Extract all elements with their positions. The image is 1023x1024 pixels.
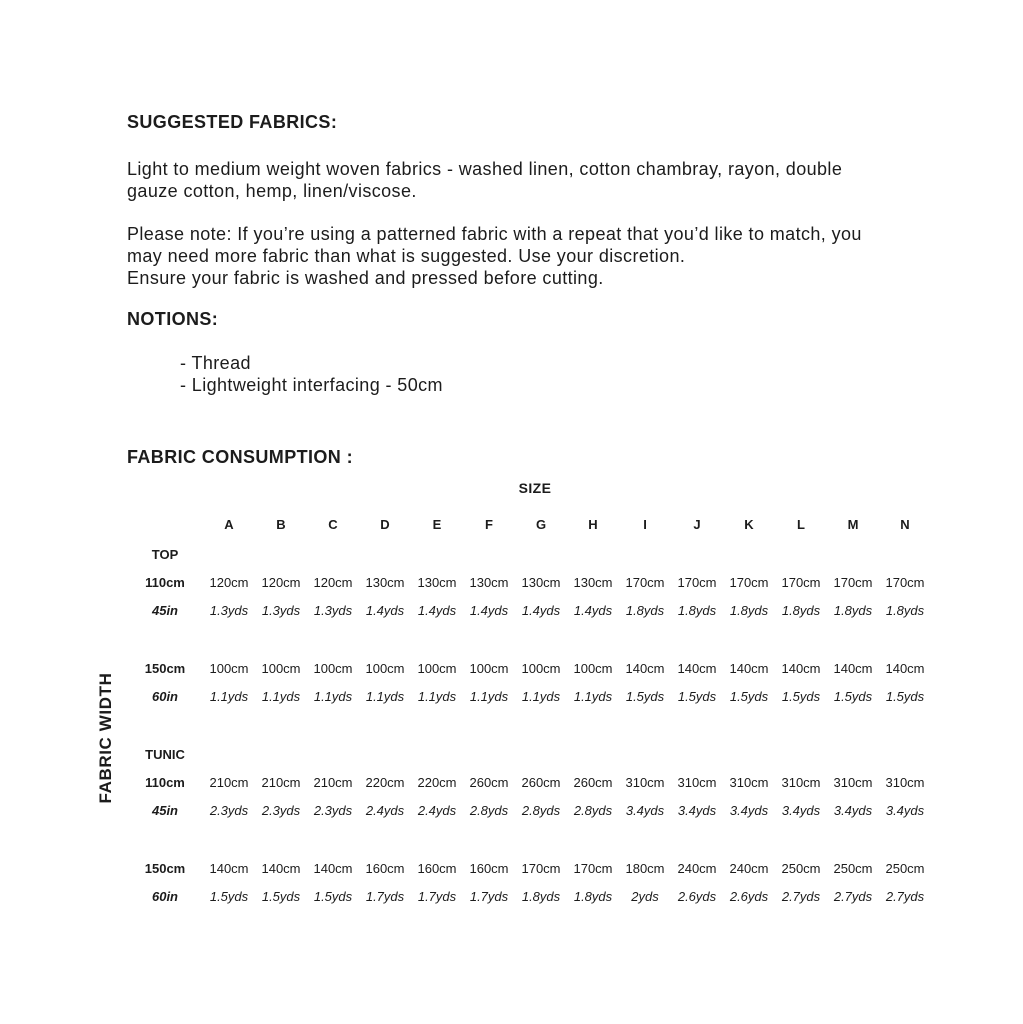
table-cell: 170cm	[677, 575, 717, 590]
row-label: 45in	[151, 603, 178, 618]
row-label: 60in	[151, 889, 178, 904]
table-cell: 220cm	[417, 775, 457, 790]
table-cell: 170cm	[729, 575, 769, 590]
table-cell: 1.3yds	[261, 603, 301, 618]
table-cell: 2yds	[631, 889, 659, 904]
table-cell: 250cm	[781, 861, 821, 876]
notions-list	[180, 352, 443, 396]
table-cell: 100cm	[469, 661, 509, 676]
table-cell: 2.7yds	[833, 889, 873, 904]
table-cell: 3.4yds	[781, 803, 821, 818]
section-label-row-tunic	[127, 746, 931, 764]
table-cell: 1.8yds	[729, 603, 769, 618]
table-cell: 1.5yds	[885, 689, 925, 704]
table-cell: 310cm	[885, 775, 925, 790]
table-cell: 1.7yds	[417, 889, 457, 904]
table-cell: 1.8yds	[885, 603, 925, 618]
table-cell: N	[900, 517, 910, 532]
table-cell: 100cm	[521, 661, 561, 676]
table-cell: 1.8yds	[573, 889, 613, 904]
table-cell: 130cm	[365, 575, 405, 590]
table-cell: 2.7yds	[885, 889, 925, 904]
table-cell: 130cm	[417, 575, 457, 590]
table-cell: 1.1yds	[209, 689, 249, 704]
size-column-group-header: SIZE	[518, 480, 552, 496]
table-cell: 2.6yds	[729, 889, 769, 904]
row-label: 60in	[151, 689, 178, 704]
table-cell: 250cm	[885, 861, 925, 876]
table-cell: 1.1yds	[261, 689, 301, 704]
table-cell: 130cm	[469, 575, 509, 590]
table-cell: 120cm	[209, 575, 249, 590]
table-cell: 310cm	[729, 775, 769, 790]
table-cell: M	[847, 517, 859, 532]
table-cell: 260cm	[469, 775, 509, 790]
suggested-fabrics-text: Light to medium weight woven fabrics - washed linen, cotton chambray, rayon, double gauze cotton, hemp, linen/viscose.	[127, 159, 843, 201]
table-cell: 310cm	[625, 775, 665, 790]
row-label: 110cm	[145, 575, 185, 590]
table-cell: 1.1yds	[573, 689, 613, 704]
table-cell: C	[328, 517, 338, 532]
size-letters-row	[127, 516, 931, 534]
table-cell: 1.1yds	[417, 689, 457, 704]
table-cell: 250cm	[833, 861, 873, 876]
table-cell: 1.5yds	[261, 889, 301, 904]
table-cell: 1.4yds	[521, 603, 561, 618]
table-cell: 2.3yds	[313, 803, 353, 818]
row-label: TOP	[151, 547, 179, 562]
table-cell: 310cm	[781, 775, 821, 790]
table-cell: 2.8yds	[573, 803, 613, 818]
table-cell: 220cm	[365, 775, 405, 790]
table-cell: 1.5yds	[729, 689, 769, 704]
table-cell: F	[485, 517, 493, 532]
table-cell: 1.5yds	[625, 689, 665, 704]
table-cell: 2.8yds	[521, 803, 561, 818]
table-cell: 170cm	[573, 861, 613, 876]
table-cell: 140cm	[781, 661, 821, 676]
table-cell: 210cm	[209, 775, 249, 790]
table-cell: 170cm	[885, 575, 925, 590]
table-cell: 310cm	[833, 775, 873, 790]
data-row-top-110cm	[127, 574, 931, 592]
row-label: 150cm	[144, 861, 186, 876]
row-label: 45in	[151, 803, 178, 818]
table-cell: J	[693, 517, 701, 532]
table-cell: 240cm	[677, 861, 717, 876]
table-cell: E	[432, 517, 442, 532]
table-cell: 210cm	[313, 775, 353, 790]
table-cell: 210cm	[261, 775, 301, 790]
table-cell: 140cm	[833, 661, 873, 676]
data-row-top-150cm	[127, 660, 931, 678]
table-cell: A	[224, 517, 234, 532]
table-cell: 100cm	[573, 661, 613, 676]
table-cell: 2.6yds	[677, 889, 717, 904]
table-cell: 1.4yds	[573, 603, 613, 618]
row-label: TUNIC	[145, 747, 185, 762]
table-cell: 1.3yds	[313, 603, 353, 618]
table-cell: 2.4yds	[417, 803, 457, 818]
table-cell: 140cm	[209, 861, 249, 876]
data-row-tunic-45in	[127, 802, 931, 820]
table-cell: 3.4yds	[729, 803, 769, 818]
notions-heading: NOTIONS:	[127, 309, 219, 329]
table-cell: 1.5yds	[209, 889, 249, 904]
table-cell: 1.7yds	[365, 889, 405, 904]
table-cell: G	[535, 517, 547, 532]
table-cell: 140cm	[677, 661, 717, 676]
table-cell: 1.4yds	[417, 603, 457, 618]
table-cell: 120cm	[261, 575, 301, 590]
data-row-tunic-60in	[127, 888, 931, 906]
table-cell: 140cm	[313, 861, 353, 876]
table-cell: 1.7yds	[469, 889, 509, 904]
table-cell: 100cm	[209, 661, 249, 676]
table-cell: 170cm	[625, 575, 665, 590]
table-cell: 1.5yds	[313, 889, 353, 904]
data-row-tunic-150cm	[127, 860, 931, 878]
table-cell: K	[744, 517, 754, 532]
table-cell: 1.5yds	[833, 689, 873, 704]
table-cell: 1.8yds	[677, 603, 717, 618]
fabric-consumption-heading: FABRIC CONSUMPTION :	[127, 447, 353, 467]
table-cell: 1.3yds	[209, 603, 249, 618]
table-cell: 260cm	[573, 775, 613, 790]
table-cell: 140cm	[261, 861, 301, 876]
notion-item: - Thread	[180, 353, 251, 373]
table-cell: 100cm	[417, 661, 457, 676]
data-row-tunic-110cm	[127, 774, 931, 792]
fabric-consumption-table	[127, 516, 931, 906]
table-cell: 1.8yds	[781, 603, 821, 618]
table-cell: 260cm	[521, 775, 561, 790]
table-cell: 1.1yds	[469, 689, 509, 704]
row-label: 150cm	[144, 661, 186, 676]
table-cell: 240cm	[729, 861, 769, 876]
table-cell: 1.4yds	[365, 603, 405, 618]
table-cell: 140cm	[885, 661, 925, 676]
table-cell: 2.4yds	[365, 803, 405, 818]
table-cell: 1.5yds	[781, 689, 821, 704]
table-cell: 120cm	[313, 575, 353, 590]
table-cell: 170cm	[833, 575, 873, 590]
table-cell: 1.8yds	[833, 603, 873, 618]
table-cell: 140cm	[625, 661, 665, 676]
table-cell: I	[643, 517, 647, 532]
section-label-row-top	[127, 546, 931, 564]
table-cell: 130cm	[521, 575, 561, 590]
table-cell: 160cm	[417, 861, 457, 876]
table-cell: 3.4yds	[677, 803, 717, 818]
data-row-top-60in	[127, 688, 931, 706]
table-cell: 2.7yds	[781, 889, 821, 904]
table-cell: 3.4yds	[833, 803, 873, 818]
table-cell: 170cm	[521, 861, 561, 876]
table-cell: B	[276, 517, 286, 532]
table-cell: L	[797, 517, 805, 532]
notion-item: - Lightweight interfacing - 50cm	[180, 375, 443, 395]
table-cell: 170cm	[781, 575, 821, 590]
suggested-fabrics-heading: SUGGESTED FABRICS:	[127, 112, 338, 132]
table-cell: 1.5yds	[677, 689, 717, 704]
table-cell: 1.8yds	[521, 889, 561, 904]
table-cell: 1.1yds	[521, 689, 561, 704]
table-cell: 130cm	[573, 575, 613, 590]
table-cell: 1.4yds	[469, 603, 509, 618]
table-cell: 160cm	[469, 861, 509, 876]
table-cell: 160cm	[365, 861, 405, 876]
table-cell: 1.8yds	[625, 603, 665, 618]
table-cell: 100cm	[365, 661, 405, 676]
table-cell: 310cm	[677, 775, 717, 790]
table-cell: 2.8yds	[469, 803, 509, 818]
table-cell: D	[380, 517, 390, 532]
table-cell: 100cm	[261, 661, 301, 676]
table-cell: 3.4yds	[625, 803, 665, 818]
table-cell: 180cm	[625, 861, 665, 876]
fabric-width-axis-label: FABRIC WIDTH	[96, 672, 115, 804]
table-cell: 100cm	[313, 661, 353, 676]
table-cell: 3.4yds	[885, 803, 925, 818]
table-cell: 1.1yds	[365, 689, 405, 704]
fabric-note-text: Please note: If you’re using a patterned fabric with a repeat that you’d like to match, you may need more fabric than what is suggested. Use your discretion. Ensure your fabric is washed and pressed before cutting.	[127, 224, 862, 288]
data-row-top-45in	[127, 602, 931, 620]
table-cell: 2.3yds	[261, 803, 301, 818]
table-cell: 1.1yds	[313, 689, 353, 704]
table-cell: H	[588, 517, 598, 532]
table-cell: 140cm	[729, 661, 769, 676]
table-cell: 2.3yds	[209, 803, 249, 818]
row-label: 110cm	[145, 775, 185, 790]
